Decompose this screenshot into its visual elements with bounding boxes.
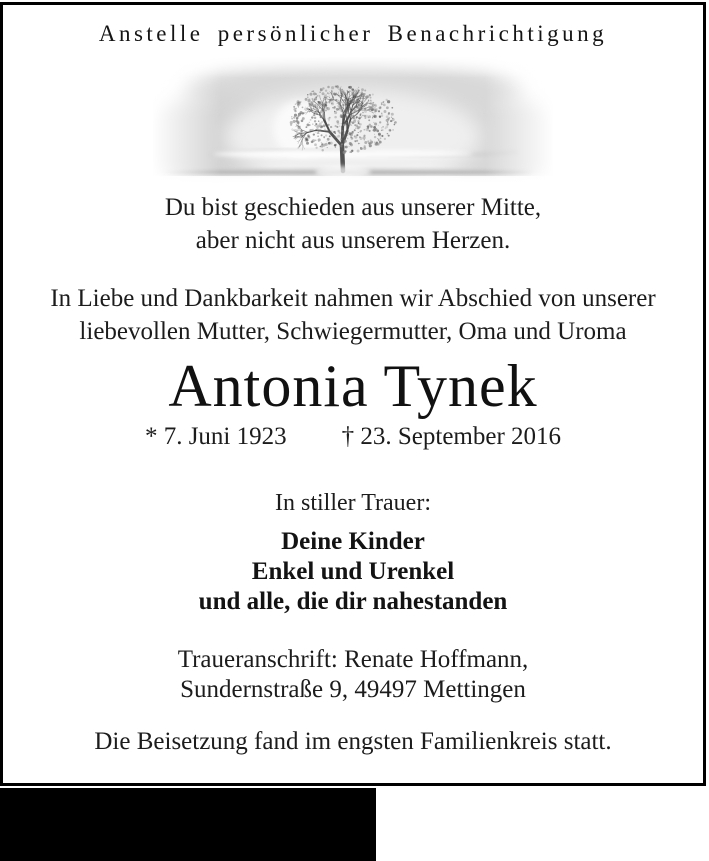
intro-line: liebevollen Mutter, Schwiegermutter, Oma und Uroma bbox=[79, 318, 627, 345]
lone-tree-icon bbox=[153, 57, 553, 183]
birth-date: * 7. Juni 1923 bbox=[144, 423, 287, 450]
intro-line: In Liebe und Dankbarkeit nahmen wir Abschied von unserer bbox=[50, 285, 656, 312]
notice-header: Anstelle persönlicher Benachrichtigung bbox=[98, 21, 608, 46]
mourning-label: In stiller Trauer: bbox=[275, 490, 431, 516]
obituary-notice bbox=[0, 2, 706, 786]
mourners-line: Deine Kinder bbox=[281, 528, 425, 555]
bottom-black-block bbox=[0, 788, 376, 861]
tree-illustration bbox=[153, 57, 553, 183]
deceased-name: Antonia Tynek bbox=[168, 353, 538, 419]
condolence-address bbox=[3, 645, 703, 705]
burial-note: Die Beisetzung fand im engsten Familienkreis statt. bbox=[94, 728, 612, 755]
farewell-intro bbox=[3, 282, 703, 348]
mourners-line: und alle, die dir nahestanden bbox=[198, 588, 508, 615]
mourners-list bbox=[3, 527, 703, 617]
verse-line: aber nicht aus unserem Herzen. bbox=[195, 227, 511, 254]
verse-line: Du bist geschieden aus unserer Mitte, bbox=[164, 194, 542, 221]
mourners-line: Enkel und Urenkel bbox=[251, 558, 455, 585]
death-date: † 23. September 2016 bbox=[341, 423, 562, 450]
address-line: Traueranschrift: Renate Hoffmann, bbox=[177, 646, 529, 673]
life-dates bbox=[3, 421, 703, 453]
address-line: Sundernstraße 9, 49497 Mettingen bbox=[180, 676, 526, 703]
memorial-verse bbox=[3, 191, 703, 257]
